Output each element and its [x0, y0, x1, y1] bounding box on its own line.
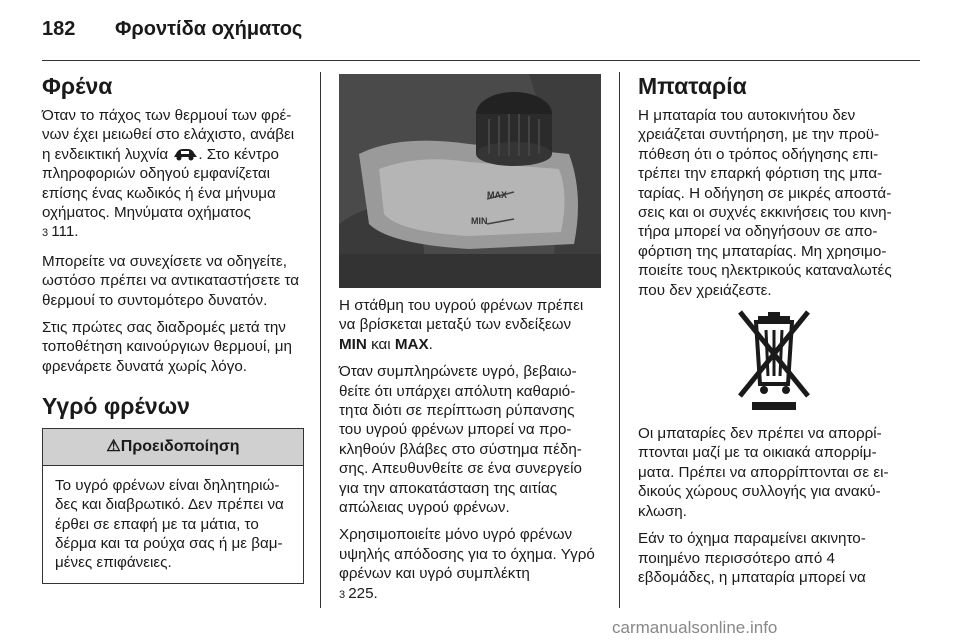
page-header — [42, 12, 920, 52]
fluid-level-paragraph — [339, 296, 601, 354]
ref-arrow-icon: 3 — [339, 588, 349, 601]
column-1 — [42, 72, 304, 584]
battery-paragraph-1: Η μπαταρία του αυτοκινήτου δεν χρειάζεται συντήρηση, με την προϋ-πόθεση ότι ο τρόπος οδήγησης επι-τρέπει την επαρκή φόρτιση της μπα-ταρίας. Η οδήγηση σε μικρές αποστά-σεις και οι συχνές εκκινήσεις του κινη-τήρα μπορεί να οδηγήσουν σε απο-φόρτιση της μπαταρίας. Μη χρησιμο-ποιείτε τους ηλεκτρικούς καταναλωτές που δεν χρειάζεστε. — [638, 107, 892, 299]
brakes-heading: Φρένα — [42, 73, 113, 99]
brake-fluid-reservoir-photo — [339, 74, 601, 288]
brake-warning-icon — [172, 147, 198, 161]
ref-arrow-icon: 3 — [42, 227, 52, 240]
warning-text: Το υγρό φρένων είναι δηλητηριώ-δες και διαβρωτικό. Δεν πρέπει να έρθει σε επαφή με τα μάτια, το δέρμα και τα ρούχα σας ή με βαμ-μένες επιφάνειες. — [55, 476, 284, 572]
chapter-title: Φροντίδα οχήματος — [115, 18, 303, 40]
ref-page-value: 225. — [348, 584, 378, 602]
warning-box — [42, 428, 304, 583]
battery-paragraph-2: Οι μπαταρίες δεν πρέπει να απορρί-πτονται μαζί με τα οικιακά απορρίμ-ματα. Πρέπει να απορρίπτονται σε ει-δικούς χώρους συλλογής για ανακύ-κλωση. — [638, 425, 889, 520]
min-mark-text: MIN — [339, 335, 367, 353]
and-text: και — [371, 335, 391, 353]
brakes-p1-text: Όταν το πάχος των θερμουί των φρέ-νων έχει μειωθεί στο ελάχιστο, ανάβει η ενδεικτική λυχνία — [42, 107, 295, 163]
warning-triangle-icon: ⚠ — [106, 438, 121, 456]
fluid-type-text: Χρησιμοποιείτε μόνο υγρό φρένων υψηλής απόδοσης για το όχημα. Υγρό φρένων και υγρό συμπλέκτη — [339, 526, 595, 583]
brakes-p1-cont: . Στο κέντρο πληροφοριών οδηγού εμφανίζεται επίσης ένας κωδικός ή ένα μήνυμα οχήματος. Μηνύματα οχήματος — [42, 145, 279, 222]
brakes-paragraph-3: Στις πρώτες σας διαδρομές μετά την τοποθέτηση καινούργιων θερμουί, μη φρενάρετε δυνατά χωρίς λόγο. — [42, 319, 292, 375]
battery-heading: Μπαταρία — [638, 73, 747, 99]
refill-paragraph: Όταν συμπληρώνετε υγρό, βεβαιω-θείτε ότι υπάρχει απόλυτη καθαριό-τητα διότι σε περίπτωση ρύπανσης του υγρού φρένων μπορεί να προ-κληθούν βλάβες στο σύστημα πέδη-σης. Απευθυνθείτε σε ένα συνεργείο για την αποκατάσταση της αιτίας απώλειας υγρού φρένων. — [339, 363, 582, 517]
reservoir-illustration — [339, 74, 601, 288]
page-ref[interactable] — [339, 584, 378, 605]
page-number: 182 — [42, 18, 76, 40]
fluid-type-paragraph — [339, 525, 601, 605]
period-text: . — [428, 335, 433, 353]
column-divider-2 — [619, 72, 620, 608]
max-mark-label: MAX — [487, 190, 507, 200]
battery-paragraph-3: Εάν το όχημα παραμείνει ακινητο-ποιημένο περισσότερο από 4 εβδομάδες, η μπαταρία μπορεί να — [638, 530, 866, 586]
max-mark-text: MAX — [394, 335, 429, 353]
header-rule — [42, 60, 920, 61]
crossed-out-bin-icon — [732, 308, 816, 412]
brakes-paragraph-1 — [42, 106, 304, 244]
ref-page-value: 111. — [51, 223, 79, 241]
min-mark-label: MIN — [471, 216, 488, 226]
column-3 — [638, 72, 910, 595]
warning-title: Προειδοποίηση — [120, 438, 240, 456]
brakes-paragraph-2: Μπορείτε να συνεχίσετε να οδηγείτε, ωστόσο πρέπει να αντικαταστήσετε τα θερμουί το συντομότερο δυνατόν. — [42, 252, 300, 309]
fluid-level-text: Η στάθμη του υγρού φρένων πρέπει να βρίσκεται μεταξύ των ενδείξεων — [339, 297, 584, 334]
brake-fluid-heading: Υγρό φρένων — [42, 393, 190, 420]
watermark: carmanualsonline.info — [612, 618, 778, 637]
page-ref[interactable] — [42, 222, 79, 243]
warning-header — [43, 429, 303, 465]
column-2 — [339, 296, 601, 613]
column-divider-1 — [320, 72, 321, 608]
